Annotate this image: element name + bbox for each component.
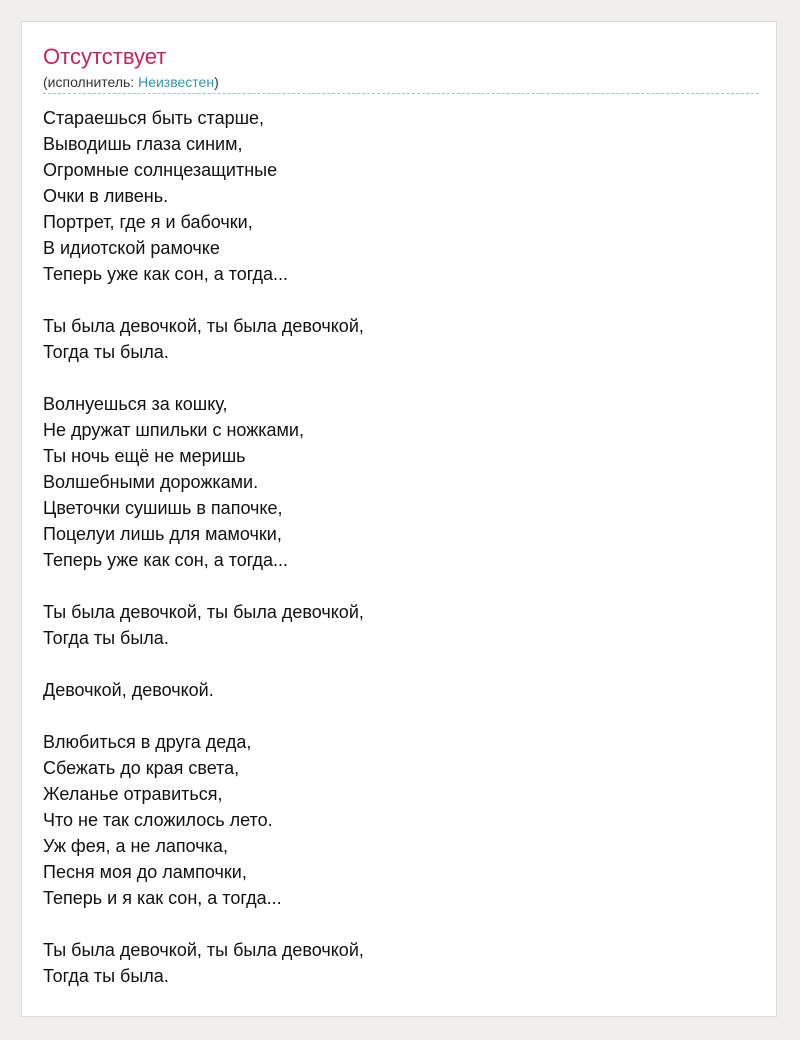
artist-line	[43, 73, 219, 91]
lyrics-line: Ты была девочкой, ты была девочкой,	[43, 940, 364, 960]
lyrics-line: Ты была девочкой, ты была девочкой,	[43, 602, 364, 622]
lyrics-line: Не дружат шпильки с ножками,	[43, 420, 304, 440]
lyrics-line: Волшебными дорожками.	[43, 472, 259, 492]
lyrics-line: Влюбиться в друга деда,	[43, 732, 252, 752]
lyrics-card	[21, 21, 777, 1017]
lyrics-line: Тогда ты была.	[43, 966, 169, 986]
lyrics-line: Цветочки сушишь в папочке,	[43, 498, 283, 518]
lyrics-line: Теперь уже как сон, а тогда...	[43, 550, 289, 570]
artist-suffix: )	[214, 74, 219, 90]
lyrics-stanza	[43, 313, 759, 365]
artist-link[interactable]: Неизвестен	[138, 74, 215, 90]
lyrics-line: Желанье отравиться,	[43, 784, 223, 804]
lyrics-line: Что не так сложилось лето.	[43, 810, 273, 830]
lyrics-line: Теперь уже как сон, а тогда...	[43, 264, 289, 284]
lyrics-stanza	[43, 105, 759, 287]
lyrics-line: Тогда ты была.	[43, 342, 169, 362]
lyrics-line: Сбежать до края света,	[43, 758, 240, 778]
artist-prefix: (исполнитель:	[43, 74, 139, 90]
lyrics-line: Песня моя до лампочки,	[43, 862, 247, 882]
lyrics-stanza	[43, 729, 759, 911]
lyrics-line: Поцелуи лишь для мамочки,	[43, 524, 282, 544]
lyrics-stanza	[43, 937, 759, 989]
lyrics-stanza	[43, 599, 759, 651]
lyrics-line: Огромные солнцезащитные	[43, 160, 278, 180]
lyrics-line: Уж фея, а не лапочка,	[43, 836, 228, 856]
lyrics-line: Волнуешься за кошку,	[43, 394, 228, 414]
lyrics-line: Тогда ты была.	[43, 628, 169, 648]
lyrics-line: Портрет, где я и бабочки,	[43, 212, 253, 232]
lyrics-stanza	[43, 677, 759, 703]
lyrics-line: Выводишь глаза синим,	[43, 134, 243, 154]
lyrics-line: Очки в ливень.	[43, 186, 169, 206]
song-title: Отсутствует	[43, 44, 167, 69]
lyrics-stanza	[43, 391, 759, 573]
lyrics-text	[43, 105, 759, 1015]
lyrics-line: Девочкой, девочкой.	[43, 680, 214, 700]
lyrics-line: Ты была девочкой, ты была девочкой,	[43, 316, 364, 336]
lyrics-line: Теперь и я как сон, а тогда...	[43, 888, 282, 908]
title-divider	[43, 93, 759, 94]
lyrics-line: Ты ночь ещё не меришь	[43, 446, 246, 466]
lyrics-line: В идиотской рамочке	[43, 238, 220, 258]
lyrics-line: Стараешься быть старше,	[43, 108, 265, 128]
